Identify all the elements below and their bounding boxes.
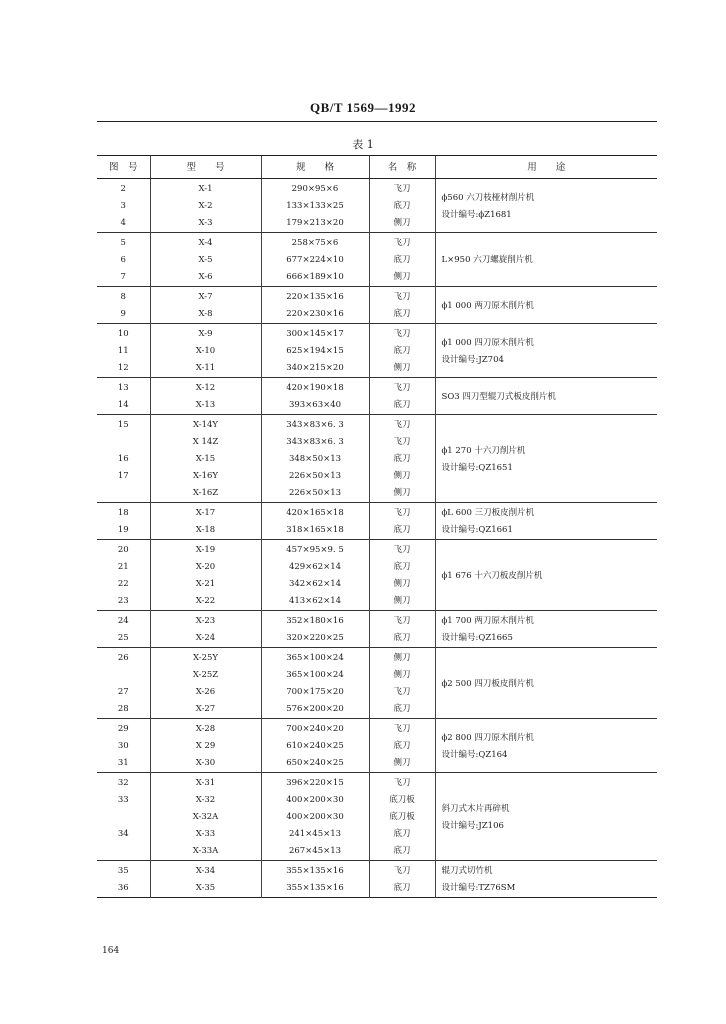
figure-no-cell	[97, 611, 150, 648]
table-group	[97, 861, 657, 898]
spec-cell	[261, 648, 369, 719]
cell-line: X-25Z	[192, 670, 219, 680]
figure-no-cell	[97, 648, 150, 719]
cell-line: X-3	[198, 218, 213, 228]
cell-line: 429×62×14	[288, 562, 342, 572]
cell-line: 底刀	[393, 309, 411, 319]
name-cell	[369, 324, 435, 378]
model-cell	[150, 540, 261, 611]
spec-cell	[261, 503, 369, 540]
cell-line: 侧刀	[393, 579, 411, 589]
cell-line: X-4	[198, 238, 213, 248]
cell-line: 343×83×6. 3	[286, 420, 344, 430]
usage-line: 设计编号:QZ1665	[441, 633, 513, 643]
cell-line: 396×220×15	[286, 778, 344, 788]
usage-cell	[435, 287, 657, 324]
model-cell	[150, 503, 261, 540]
cell-line: 4	[120, 218, 126, 228]
usage-line: 设计编号:QZ1661	[441, 525, 513, 535]
usage-line: 设计编号:JZ704	[441, 354, 504, 365]
cell-line: 侧刀	[393, 218, 411, 228]
table-title: 表 1	[352, 138, 374, 151]
cell-line: 340×215×20	[286, 363, 344, 373]
cell-line: 16	[117, 454, 129, 464]
cell-line: X-7	[198, 292, 213, 302]
cell-line: 15	[117, 420, 129, 430]
usage-line: ϕ1 000 四刀原木削片机	[441, 337, 534, 348]
figure-no-cell	[97, 378, 150, 415]
table-row	[97, 540, 657, 611]
cell-line: X-5	[198, 255, 213, 265]
table-row	[97, 415, 657, 503]
cell-line: 400×200×30	[286, 795, 344, 805]
cell-line: X-32A	[192, 812, 219, 822]
cell-line: 底刀	[393, 346, 411, 356]
cell-line: X-33A	[192, 846, 219, 856]
cell-line: 3	[120, 201, 126, 211]
cell-line: 365×100×24	[286, 670, 344, 680]
cell-line: 258×75×6	[291, 238, 339, 248]
cell-line: X-35	[195, 883, 216, 893]
cell-line: 飞刀	[393, 383, 411, 393]
cell-line: 飞刀	[393, 292, 411, 302]
cell-line: 底刀	[393, 201, 411, 211]
cell-line: 23	[117, 596, 129, 606]
cell-line: 352×180×16	[286, 616, 344, 626]
model-cell	[150, 611, 261, 648]
model-cell	[150, 415, 261, 503]
cell-line: 19	[117, 525, 129, 535]
table-row	[97, 287, 657, 324]
cell-line: 420×165×18	[286, 508, 344, 518]
cell-line: 393×63×40	[288, 400, 342, 410]
header-rule	[97, 121, 657, 122]
cell-line: 27	[117, 687, 129, 697]
cell-line: 10	[117, 329, 129, 339]
usage-line: ϕ1 700 两刀原木削片机	[441, 616, 534, 626]
cell-line: X-15	[195, 454, 216, 464]
usage-cell	[435, 648, 657, 719]
cell-line: X-2	[198, 201, 213, 211]
cell-line: X-1	[198, 184, 213, 194]
spec-cell	[261, 773, 369, 861]
usage-line: SO3 四刀型辊刀式板皮削片机	[441, 391, 556, 402]
cell-line: X 14Z	[192, 437, 219, 447]
cell-line: 355×135×16	[286, 883, 344, 893]
cell-line	[97, 809, 150, 826]
table-group	[97, 415, 657, 503]
cell-line: 26	[117, 653, 129, 663]
table-header-row	[97, 156, 657, 179]
cell-line: X-34	[195, 866, 216, 876]
cell-line: 24	[117, 616, 129, 626]
name-cell	[369, 773, 435, 861]
cell-line: X-19	[195, 545, 216, 555]
cell-line: 420×190×18	[286, 383, 344, 393]
cell-line: 13	[117, 383, 129, 393]
cell-line: 625×194×15	[286, 346, 344, 356]
spec-cell	[261, 287, 369, 324]
usage-cell	[435, 719, 657, 773]
cell-line: 8	[120, 292, 126, 302]
figure-no-cell	[97, 233, 150, 287]
cell-line: 666×189×10	[286, 272, 344, 282]
cell-line: 133×133×25	[286, 201, 344, 211]
usage-line: 辊刀式切竹机	[441, 866, 493, 876]
page-number: 164	[102, 946, 120, 956]
usage-line: 斜刀式木片再碎机	[441, 803, 510, 814]
table-group	[97, 179, 657, 233]
cell-line	[97, 485, 150, 502]
cell-line: X-6	[198, 272, 213, 282]
cell-line: 5	[120, 238, 126, 248]
table-group	[97, 233, 657, 287]
cell-line: 侧刀	[393, 653, 411, 663]
cell-line: 320×220×25	[286, 633, 344, 643]
name-cell	[369, 540, 435, 611]
cell-line: 飞刀	[393, 420, 411, 430]
figure-no-cell	[97, 415, 150, 503]
cell-line: 飞刀	[393, 687, 411, 697]
name-cell	[369, 287, 435, 324]
cell-line: 侧刀	[393, 488, 411, 498]
table-group	[97, 287, 657, 324]
col-header-figure-no: 图 号	[97, 156, 150, 179]
cell-line: 610×240×25	[286, 741, 344, 751]
col-header-model: 型 号	[150, 156, 261, 179]
cell-line: X-12	[195, 383, 216, 393]
col-header-usage: 用 途	[435, 156, 657, 179]
cell-line	[97, 843, 150, 860]
figure-no-cell	[97, 287, 150, 324]
cell-line: 267×45×13	[288, 846, 342, 856]
name-cell	[369, 378, 435, 415]
cell-line: 32	[117, 778, 129, 788]
cell-line: 22	[117, 579, 129, 589]
cell-line: 413×62×14	[288, 596, 342, 606]
cell-line: 700×175×20	[286, 687, 344, 697]
cell-line: 290×95×6	[291, 184, 339, 194]
cell-line: 29	[117, 724, 129, 734]
table-group	[97, 648, 657, 719]
table-row	[97, 611, 657, 648]
figure-no-cell	[97, 179, 150, 233]
usage-cell	[435, 324, 657, 378]
spec-cell	[261, 540, 369, 611]
standard-code: QB/T 1569—1992	[309, 100, 417, 115]
spec-cell	[261, 719, 369, 773]
cell-line: 12	[117, 363, 129, 373]
usage-line: ϕ1 000 两刀原木削片机	[441, 300, 534, 311]
figure-no-cell	[97, 503, 150, 540]
col-header-name: 名 称	[369, 156, 435, 179]
cell-line: 飞刀	[393, 724, 411, 734]
cell-line: 31	[117, 758, 129, 768]
cell-line: 6	[120, 255, 126, 265]
table-group	[97, 378, 657, 415]
cell-line: 318×165×18	[286, 525, 344, 535]
model-cell	[150, 233, 261, 287]
table-row	[97, 648, 657, 719]
cell-line: X-31	[195, 778, 216, 788]
cell-line: 11	[117, 346, 129, 356]
usage-cell	[435, 179, 657, 233]
usage-cell	[435, 415, 657, 503]
table-row	[97, 503, 657, 540]
cell-line: X-11	[195, 363, 216, 373]
cell-line: 21	[117, 562, 129, 572]
cell-line: 342×62×14	[288, 579, 342, 589]
cell-line: X-9	[198, 329, 213, 339]
cell-line: 底刀	[393, 255, 411, 265]
cell-line: 侧刀	[393, 596, 411, 606]
cell-line: 34	[117, 829, 129, 839]
figure-no-cell	[97, 773, 150, 861]
cell-line: 底刀板	[389, 812, 415, 822]
name-cell	[369, 719, 435, 773]
cell-line: 侧刀	[393, 471, 411, 481]
cell-line: 侧刀	[393, 363, 411, 373]
usage-line: 设计编号:TZ76SM	[441, 883, 516, 893]
cell-line: 18	[117, 508, 129, 518]
cell-line: 20	[117, 545, 129, 555]
model-cell	[150, 719, 261, 773]
spec-cell	[261, 324, 369, 378]
usage-cell	[435, 611, 657, 648]
spec-table	[97, 155, 657, 898]
usage-line: ϕ2 500 四刀板皮削片机	[441, 678, 534, 689]
cell-line: 9	[120, 309, 126, 319]
cell-line: 飞刀	[393, 508, 411, 518]
cell-line: X 29	[195, 741, 216, 751]
cell-line: 677×224×10	[286, 255, 344, 265]
cell-line: X-28	[195, 724, 216, 734]
name-cell	[369, 179, 435, 233]
figure-no-cell	[97, 861, 150, 898]
table-row	[97, 861, 657, 898]
cell-line: 700×240×20	[286, 724, 344, 734]
cell-line: 飞刀	[393, 616, 411, 626]
spec-cell	[261, 233, 369, 287]
cell-line: X-14Y	[192, 420, 219, 430]
name-cell	[369, 503, 435, 540]
name-cell	[369, 233, 435, 287]
usage-line: ϕ560 六刀枝桠材削片机	[441, 192, 535, 203]
cell-line: 底刀	[393, 741, 411, 751]
cell-line: 底刀	[393, 704, 411, 714]
cell-line: 侧刀	[393, 670, 411, 680]
usage-line: ϕL 600 三刀板皮削片机	[441, 508, 535, 518]
cell-line: 457×95×9. 5	[286, 545, 344, 555]
usage-line: ϕ1 270 十六刀削片机	[441, 445, 526, 456]
table-group	[97, 719, 657, 773]
cell-line: X-20	[195, 562, 216, 572]
name-cell	[369, 415, 435, 503]
cell-line	[97, 434, 150, 451]
spec-cell	[261, 415, 369, 503]
table-group	[97, 611, 657, 648]
cell-line: X-25Y	[192, 653, 219, 663]
usage-line: 设计编号:JZ106	[441, 820, 504, 831]
figure-no-cell	[97, 719, 150, 773]
cell-line: 底刀	[393, 454, 411, 464]
table-group	[97, 773, 657, 861]
cell-line: 355×135×16	[286, 866, 344, 876]
cell-line: 17	[117, 471, 129, 481]
cell-line: 226×50×13	[288, 488, 342, 498]
cell-line: X-26	[195, 687, 216, 697]
cell-line: X-33	[195, 829, 216, 839]
table-row	[97, 773, 657, 861]
usage-line: 设计编号:QZ1651	[441, 462, 513, 473]
usage-cell	[435, 773, 657, 861]
usage-line: 设计编号:ϕZ1681	[441, 209, 512, 220]
usage-cell	[435, 540, 657, 611]
name-cell	[369, 861, 435, 898]
cell-line: 33	[117, 795, 129, 805]
model-cell	[150, 378, 261, 415]
cell-line: X-22	[195, 596, 216, 606]
model-cell	[150, 861, 261, 898]
cell-line: 30	[117, 741, 129, 751]
cell-line: 飞刀	[393, 184, 411, 194]
cell-line: 241×45×13	[288, 829, 342, 839]
cell-line: X-16Z	[192, 488, 219, 498]
cell-line: X-8	[198, 309, 213, 319]
usage-cell	[435, 233, 657, 287]
model-cell	[150, 773, 261, 861]
table-row	[97, 719, 657, 773]
usage-line: L×950 六刀螺旋削片机	[441, 255, 533, 265]
cell-line: 底刀	[393, 829, 411, 839]
cell-line: 226×50×13	[288, 471, 342, 481]
cell-line: 400×200×30	[286, 812, 344, 822]
cell-line: 底刀	[393, 633, 411, 643]
cell-line: 飞刀	[393, 778, 411, 788]
cell-line: 侧刀	[393, 272, 411, 282]
table-row	[97, 179, 657, 233]
cell-line: X-24	[195, 633, 216, 643]
figure-no-cell	[97, 324, 150, 378]
cell-line: 底刀	[393, 562, 411, 572]
cell-line: 36	[117, 883, 129, 893]
cell-line: 220×230×16	[286, 309, 344, 319]
cell-line	[97, 667, 150, 684]
cell-line: X-16Y	[192, 471, 219, 481]
spec-cell	[261, 611, 369, 648]
cell-line: 侧刀	[393, 758, 411, 768]
cell-line: 飞刀	[393, 329, 411, 339]
cell-line: 576×200×20	[286, 704, 344, 714]
name-cell	[369, 648, 435, 719]
table-row	[97, 233, 657, 287]
cell-line: 底刀	[393, 883, 411, 893]
cell-line: 底刀	[393, 846, 411, 856]
table-group	[97, 324, 657, 378]
cell-line: 25	[117, 633, 129, 643]
col-header-specification: 规 格	[261, 156, 369, 179]
table-row	[97, 378, 657, 415]
cell-line: 7	[120, 272, 126, 282]
spec-cell	[261, 179, 369, 233]
cell-line: X-30	[195, 758, 216, 768]
cell-line: 179×213×20	[286, 218, 344, 228]
cell-line: 飞刀	[393, 866, 411, 876]
table-group	[97, 540, 657, 611]
cell-line: 348×50×13	[288, 454, 342, 464]
usage-line: 设计编号:QZ164	[441, 749, 508, 760]
cell-line: 底刀板	[389, 795, 415, 805]
cell-line: 35	[117, 866, 129, 876]
cell-line: X-32	[195, 795, 216, 805]
cell-line: 飞刀	[393, 238, 411, 248]
cell-line: 飞刀	[393, 545, 411, 555]
cell-line: X-21	[195, 579, 216, 589]
spec-cell	[261, 378, 369, 415]
table-row	[97, 324, 657, 378]
usage-cell	[435, 861, 657, 898]
cell-line: X-23	[195, 616, 216, 626]
usage-cell	[435, 503, 657, 540]
usage-line: ϕ2 800 四刀原木削片机	[441, 732, 534, 743]
model-cell	[150, 179, 261, 233]
cell-line: 28	[117, 704, 129, 714]
cell-line: X-10	[195, 346, 216, 356]
cell-line: X-13	[195, 400, 216, 410]
model-cell	[150, 324, 261, 378]
cell-line: X-27	[195, 704, 216, 714]
cell-line: X-17	[195, 508, 216, 518]
figure-no-cell	[97, 540, 150, 611]
name-cell	[369, 611, 435, 648]
model-cell	[150, 287, 261, 324]
usage-cell	[435, 378, 657, 415]
cell-line: 底刀	[393, 525, 411, 535]
cell-line: 300×145×17	[286, 329, 344, 339]
cell-line: 底刀	[393, 400, 411, 410]
cell-line: 650×240×25	[286, 758, 344, 768]
table-group	[97, 503, 657, 540]
cell-line: 14	[117, 400, 129, 410]
cell-line: 飞刀	[393, 437, 411, 447]
model-cell	[150, 648, 261, 719]
cell-line: 365×100×24	[286, 653, 344, 663]
cell-line: 220×135×16	[286, 292, 344, 302]
cell-line: X-18	[195, 525, 216, 535]
cell-line: 343×83×6. 3	[286, 437, 344, 447]
cell-line: 2	[120, 184, 126, 194]
usage-line: ϕ1 676 十六刀板皮削片机	[441, 570, 543, 581]
spec-cell	[261, 861, 369, 898]
